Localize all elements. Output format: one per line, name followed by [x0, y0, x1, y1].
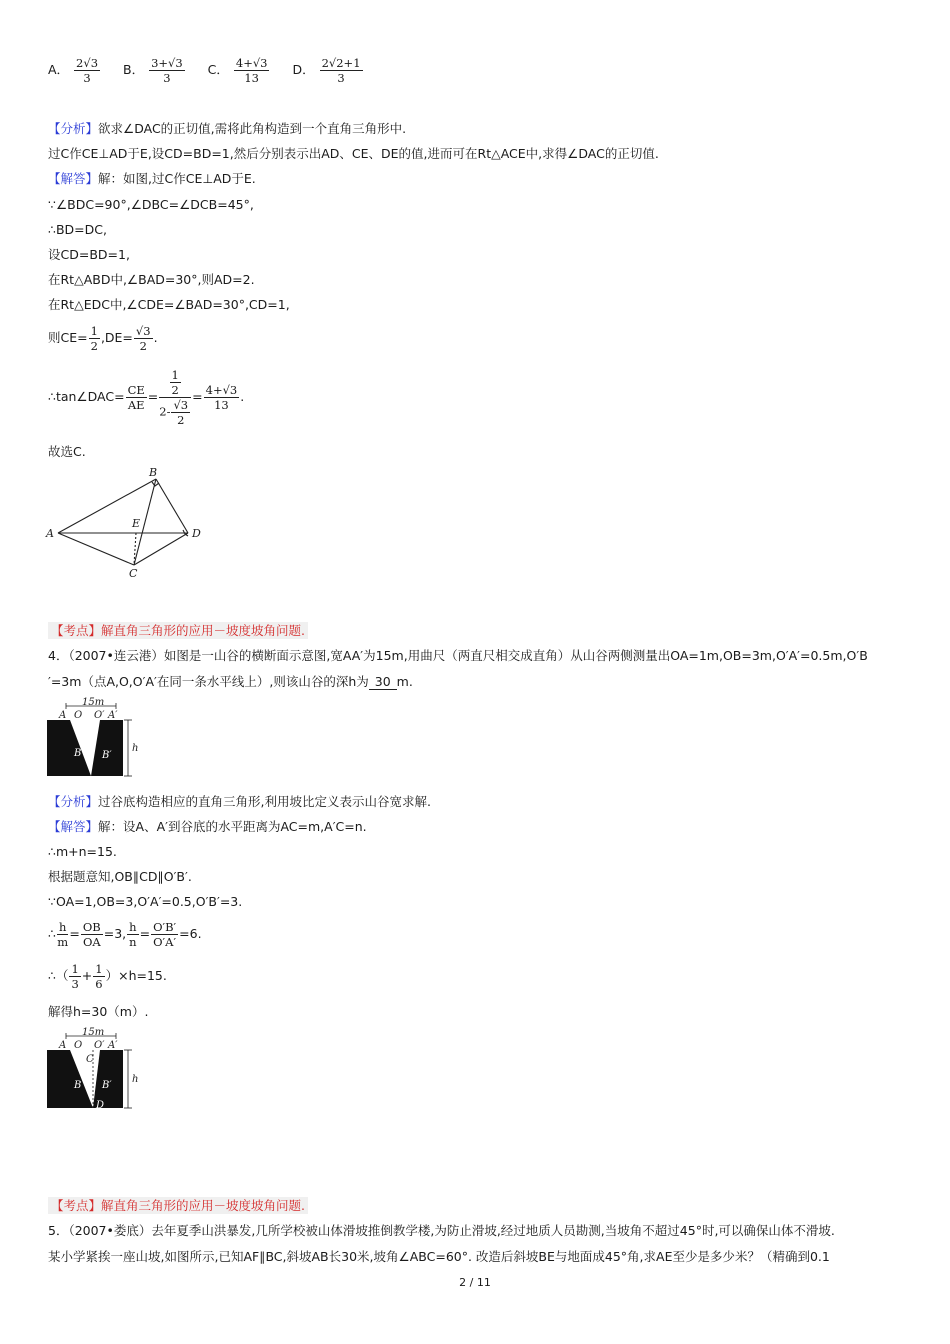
svg-text:15m: 15m: [82, 697, 105, 708]
q4-valley-figure: [46, 696, 146, 780]
option-d-fraction: $\frac{2√2+1}{3}$: [321, 56, 361, 85]
svg-text:B′: B′: [102, 1080, 112, 1091]
solution-tag: 【解答】: [48, 171, 99, 186]
svg-text:B: B: [74, 748, 82, 759]
q3-choose: 故选C.: [48, 444, 86, 459]
analysis-text: 欲求∠DAC的正切值,需将此角构造到一个直角三角形中.: [98, 121, 407, 136]
svg-text:D: D: [96, 1100, 105, 1111]
svg-text:h: h: [132, 1074, 139, 1085]
q4-valley-figure-2: [46, 1026, 146, 1112]
q3-step-1: ∵∠BDC=90°,∠DBC=∠DCB=45°,: [48, 197, 254, 212]
q4-step-5: ∴（ $\frac{1}{3}$ + $\frac{1}{6}$ ）×h=15.: [48, 962, 167, 991]
q3-analysis-line: [48, 120, 406, 138]
svg-text:h: h: [132, 743, 139, 754]
q5-line-2: 某小学紧挨一座山坡,如图所示,已知AF∥BC,斜坡AB长30米,坡角∠ABC=60°. 改造后斜坡BE与地面成45°角,求AE至少是多少米？（精确到0.1: [48, 1249, 830, 1264]
q3-step-2: ∴BD=DC,: [48, 222, 107, 237]
option-a-label: A．: [48, 62, 70, 77]
q4-solution-line: 【解答】解：设A、A′到谷底的水平距离为AC=m,A′C=n.: [48, 819, 367, 834]
option-b-fraction: $\frac{3+√3}{3}$: [151, 56, 183, 85]
q4-answer: 30: [369, 674, 397, 690]
svg-text:O′: O′: [94, 1040, 105, 1051]
option-c-label: C．: [207, 62, 229, 77]
q4-step-1: ∴m+n=15.: [48, 844, 117, 859]
svg-text:B: B: [74, 1080, 82, 1091]
q3-solution-line: [48, 170, 256, 188]
fig-label-d: D: [192, 527, 201, 540]
q3-kaodian: 【考点】解直角三角形的应用－坡度坡角问题.: [48, 622, 308, 639]
svg-text:O′: O′: [94, 710, 105, 721]
q3-step-4: 在Rt△ABD中,∠BAD=30°,则AD=2.: [48, 272, 255, 287]
q4-step-4: ∴ $\frac{h}{m}$ = $\frac{OB}{OA}$ =3, $\frac{h}{n}$ = $\frac{O'B'}{O'A'}$ =6.: [48, 920, 202, 949]
fig-label-a: A: [46, 527, 54, 540]
q3-step-5: 在Rt△EDC中,∠CDE=∠BAD=30°,CD=1,: [48, 297, 290, 312]
page-number: 2 / 11: [459, 1276, 491, 1289]
q3-step-3: 设CD=BD=1,: [48, 247, 130, 262]
option-a-fraction: $\frac{2√3}{3}$: [76, 56, 99, 85]
svg-text:O: O: [74, 1040, 83, 1051]
option-c-fraction: $\frac{4+√3}{13}$: [235, 56, 268, 85]
svg-text:B′: B′: [102, 750, 112, 761]
q5-line-1: 5．（2007•娄底）去年夏季山洪暴发,几所学校被山体滑坡推倒教学楼,为防止滑坡,经过地质人员勘测,当坡角不超过45°时,可以确保山体不滑坡.: [48, 1223, 835, 1238]
svg-text:C: C: [86, 1054, 94, 1065]
fig-label-e: E: [132, 517, 141, 530]
q4-step-6: 解得h=30（m）.: [48, 1004, 149, 1019]
q3-triangle-figure: [44, 465, 214, 585]
q4-stem-2: ′=3m（点A,O,O′A′在同一条水平线上）,则该山谷的深h为 30 m.: [48, 674, 413, 689]
svg-text:15m: 15m: [82, 1027, 105, 1038]
option-b-label: B．: [123, 62, 145, 77]
q4-step-2: 根据题意知,OB∥CD∥O′B′.: [48, 869, 192, 884]
q3-step-7: ∴tan∠DAC= $\frac{CE}{AE}$ = $\frac{1}{2}$ 2- $\frac{√3}{2}$ = $\frac{4+√3}{13}$ .: [48, 368, 245, 427]
option-d-label: D．: [292, 62, 315, 77]
q4-analysis-line: 【分析】过谷底构造相应的直角三角形,利用坡比定义表示山谷宽求解.: [48, 794, 431, 809]
svg-text:A: A: [59, 710, 67, 721]
fig-label-b: B: [149, 466, 158, 479]
q3-step-6: 则CE= $\frac{1}{2}$ ,DE= $\frac{√3}{2}$ .: [48, 324, 158, 353]
options-row: [48, 56, 364, 85]
q4-step-3: ∵OA=1,OB=3,O′A′=0.5,O′B′=3.: [48, 894, 243, 909]
svg-text:A′: A′: [108, 710, 118, 721]
solution-text: 解：如图,过C作CE⊥AD于E.: [98, 171, 256, 186]
q4-stem-1: 4．（2007•连云港）如图是一山谷的横断面示意图,宽AA′为15m,用曲尺（两直尺相交成直角）从山谷两侧测量出OA=1m,OB=3m,O′A′=0.5m,O′B: [48, 648, 868, 663]
svg-text:A′: A′: [108, 1040, 118, 1051]
q3-analysis-line-2: 过C作CE⊥AD于E,设CD=BD=1,然后分别表示出AD、CE、DE的值,进而可在Rt△ACE中,求得∠DAC的正切值.: [48, 146, 659, 161]
q4-kaodian: 【考点】解直角三角形的应用－坡度坡角问题.: [48, 1197, 308, 1214]
svg-text:A: A: [59, 1040, 67, 1051]
fig-label-c: C: [129, 567, 138, 580]
analysis-tag: 【分析】: [48, 121, 99, 136]
svg-text:O: O: [74, 710, 83, 721]
